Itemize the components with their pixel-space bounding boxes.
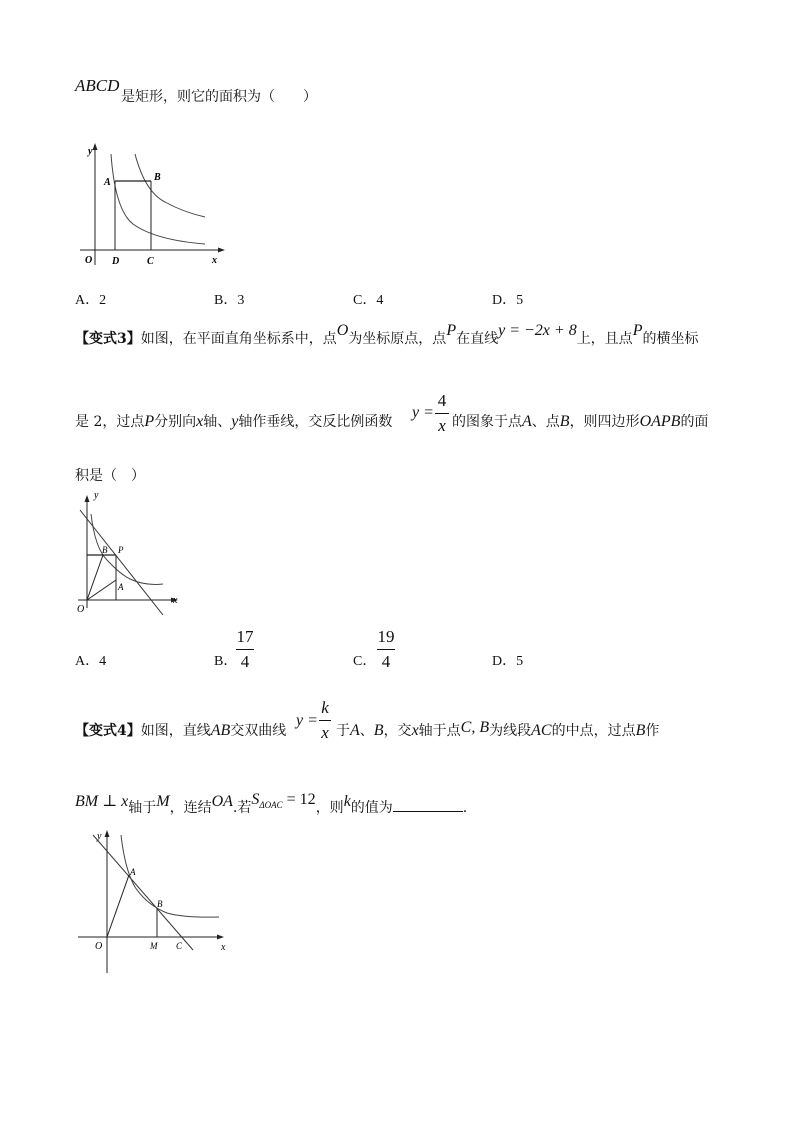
q2-y-arrow-icon [93,143,98,150]
q4-segment-oa [107,875,129,937]
q3-segment-ob [87,555,103,600]
q4-fig-C: C [176,941,183,951]
q4-fig-O: O [95,941,103,952]
q4-x-arrow-icon [217,935,224,940]
q3-y-arrow-icon [85,495,90,502]
q3-line1: 【变式3】如图，在平面直角坐标系中，点O为坐标原点，点P在直线y = −2x + 8上，且点P的横坐标 [75,322,699,347]
q3-fig-y: y [94,490,99,501]
q3-func-lhs: y = [412,404,434,421]
q4-hyperbola [121,835,219,917]
q4-y-arrow-icon [105,830,110,837]
q3-fig-B: B [102,545,108,555]
q4-line1-start: 【变式4】如图，直线AB交双曲线 [75,722,287,739]
q3-line2: 是 2，过点P分别向x轴、y轴作垂线，交反比例函数 [75,413,393,430]
q4-answer-blank[interactable] [393,797,463,812]
q2-fig-O: O [85,255,93,266]
q2-figure [75,140,235,270]
q4-area-subscript: ΔOAC [259,800,283,810]
q2-stem-math: ABCD [75,76,120,95]
q3-quadrilateral: OAPB [639,413,681,430]
q4-figure [75,825,235,975]
q2-inner-curve [111,154,205,244]
q3-func-fraction: 4 x [435,391,449,436]
q4-tag: 【变式4】 [75,723,141,739]
q2-fig-D: D [112,256,120,267]
q3-fig-P: P [118,545,124,555]
q4-fig-x: x [221,942,226,953]
q2-option-d[interactable]: D．5 [492,293,524,308]
q4-fig-B: B [157,899,163,909]
q2-option-c[interactable]: C．4 [353,293,384,308]
q2-fig-y: y [88,146,93,157]
q2-fig-x: x [212,255,217,266]
q4-fig-A: A [130,867,136,877]
q4-line1-end: 于A、B，交x轴于点C, B为线段AC的中点，过点B作 [336,719,660,739]
q2-fig-C: C [147,256,154,267]
q3-option-c[interactable]: C． 19 4 [353,627,395,671]
q4-area-symbol: S [251,791,260,808]
q2-option-b[interactable]: B．3 [214,293,245,308]
q4-perp-statement: BM ⊥ x [75,793,129,810]
q4-func-fraction: k x [319,698,331,743]
q3-fig-O: O [77,604,85,615]
q3-figure [75,490,190,615]
q2-stem-text: 是矩形，则它的面积为（ ） [121,89,317,105]
q4-func-lhs: y = [296,712,318,729]
q3-fig-x: x [173,595,178,606]
q3-fig-A: A [118,582,124,592]
q3-segment-oa [87,580,116,600]
q4-area-value: = 12 [282,791,316,808]
q3-line-equation: y = −2x + 8 [498,322,577,339]
q3-line2-end: 的图象于点A、点B，则四边形OAPB的面 [452,413,709,430]
q3-line3: 积是（ ） [75,468,145,484]
q4-line2: BM ⊥ x轴于M，连结OA.若$S^{\Delta OAC} = 12$，则k的值为 . [75,791,468,816]
q2-x-arrow-icon [218,248,225,253]
q2-fig-A: A [104,177,111,188]
q4-fig-M: M [150,941,158,951]
q2-option-a[interactable]: A．2 [75,293,107,308]
q2-fig-B: B [154,172,161,183]
q3-option-b[interactable]: B． 17 4 [214,627,254,671]
q3-option-a[interactable]: A．4 [75,654,107,669]
q2-outer-curve [135,154,205,217]
q4-fig-y: y [97,831,102,842]
q3-tag: 【变式3】 [75,331,141,347]
q3-option-d[interactable]: D．5 [492,654,524,669]
